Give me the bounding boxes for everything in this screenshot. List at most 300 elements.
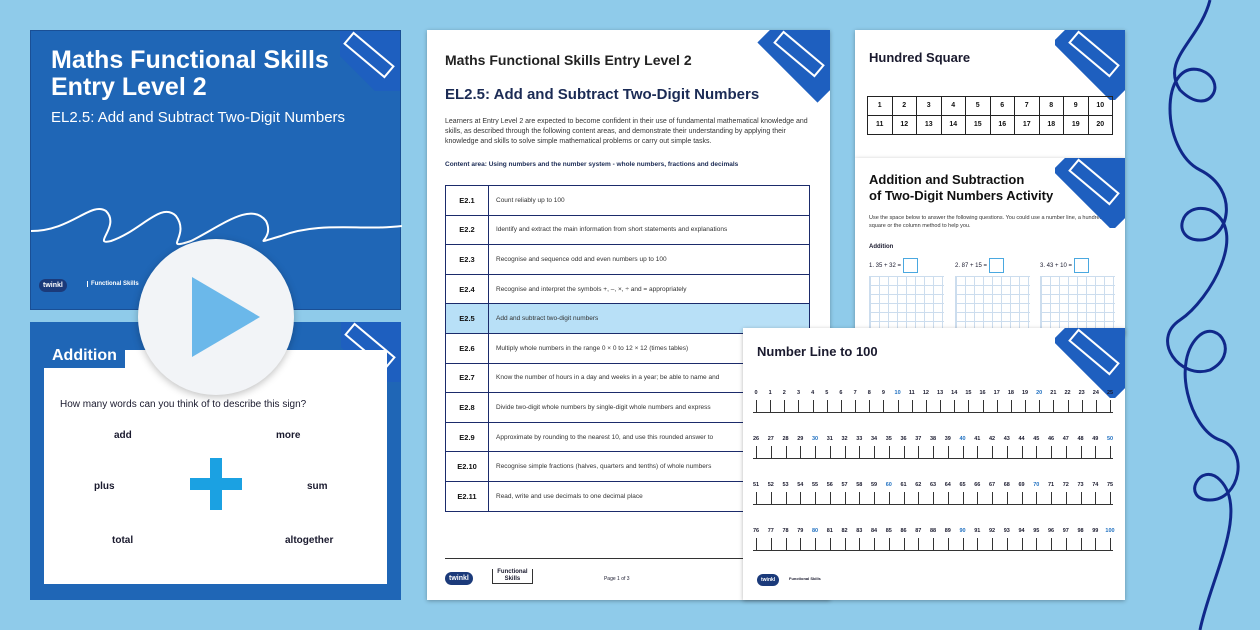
number-label: 75 [1106,482,1114,488]
number-label: 38 [929,436,937,442]
tick-mark [1068,400,1069,412]
doc-heading: EL2.5: Add and Subtract Two-Digit Numbers [445,86,760,103]
twinkl-logo: twinkl [39,279,67,292]
tick-mark [1051,538,1052,550]
tick-mark [948,446,949,458]
tick-mark [845,538,846,550]
tick-mark [827,400,828,412]
number-label: 62 [915,482,922,488]
number-label: 90 [959,528,966,534]
hundred-square-cell: 18 [1039,116,1064,135]
tick-mark [1081,538,1082,550]
number-label: 81 [826,528,833,534]
criterion-code: E2.2 [446,215,489,245]
tick-mark [968,400,969,412]
tick-mark [756,538,757,550]
tick-mark [933,446,934,458]
number-label: 69 [1018,482,1025,488]
hundred-square-cell: 19 [1064,116,1089,135]
number-label: 30 [811,436,819,442]
number-label: 80 [811,528,819,534]
tick-mark [1022,538,1023,550]
criterion-description: Multiply whole numbers in the range 0 × 0 to 12 × 12 (times tables) [489,333,810,363]
ruler-icon [1055,30,1125,100]
tick-mark [1066,446,1067,458]
tick-mark [1022,492,1023,504]
number-label: 52 [767,482,774,488]
hundred-square-cell: 3 [917,97,942,116]
number-label: 100 [1105,528,1115,534]
number-label: 29 [797,436,804,442]
tick-mark [977,446,978,458]
tick-mark [815,538,816,550]
number-label: 15 [965,390,972,396]
tick-mark [786,492,787,504]
swirl-decoration [1120,0,1260,630]
number-label: 5 [825,390,829,396]
criterion-code: E2.1 [446,186,489,216]
tick-mark [874,492,875,504]
tick-mark [815,446,816,458]
criterion-code: E2.5 [446,304,489,334]
content-area: Content area: Using numbers and the number system - whole numbers, fractions and decimals [445,161,739,168]
hundred-square-cell: 7 [1015,97,1040,116]
number-label: 94 [1018,528,1025,534]
number-label: 44 [1018,436,1025,442]
tick-mark [1053,400,1054,412]
slide-subtitle: EL2.5: Add and Subtract Two-Digit Numbers [51,109,346,126]
tick-mark [815,492,816,504]
word: total [112,535,134,546]
title-line-1: Addition and Subtraction [869,172,1025,187]
criterion-code: E2.4 [446,274,489,304]
tick-mark [1081,492,1082,504]
instructions: Use the space below to answer the following questions. You could use a number line, a hundred square or the column method to help you. [869,215,1103,229]
number-label: 28 [782,436,789,442]
tick-mark [830,446,831,458]
tick-mark [813,400,814,412]
tick-mark [1095,492,1096,504]
number-label: 31 [826,436,833,442]
tick-mark [948,538,949,550]
tick-mark [1007,492,1008,504]
tick-mark [786,538,787,550]
number-label: 1 [768,390,772,396]
tick-mark [889,538,890,550]
tick-mark [756,492,757,504]
criterion-description: Recognise simple fractions (halves, quarters and tenths) of whole numbers [489,452,810,482]
slide-title: Maths Functional Skills Entry Level 2 [51,46,329,101]
number-label: 96 [1047,528,1055,534]
hundred-square-cell: 12 [892,116,917,135]
tick-mark [1007,538,1008,550]
tick-mark [1095,538,1096,550]
functional-skills-badge: Functional Skills [87,281,139,287]
page-title: Hundred Square [869,50,971,65]
badge-top: Functional [497,569,528,575]
tick-mark [977,538,978,550]
tick-mark [1036,538,1037,550]
tick-mark [800,538,801,550]
criterion-code: E2.6 [446,333,489,363]
hundred-square-cell: 9 [1064,97,1089,116]
tick-mark [963,446,964,458]
tick-mark [855,400,856,412]
number-label: 84 [870,528,878,534]
tick-mark [859,446,860,458]
criterion-description: Add and subtract two-digit numbers [489,304,810,334]
number-label: 14 [951,390,958,396]
tick-mark [1036,446,1037,458]
addition-tag: Addition [44,344,125,368]
number-label: 8 [867,390,871,396]
number-label: 13 [937,390,944,396]
answer-box[interactable] [989,258,1004,273]
number-label: 97 [1062,528,1069,534]
number-label: 4 [811,390,815,396]
number-label: 36 [900,436,907,442]
tick-mark [992,492,993,504]
tick-mark [874,446,875,458]
number-label: 42 [988,436,996,442]
number-label: 63 [929,482,937,488]
tick-mark [1007,446,1008,458]
tick-mark [904,492,905,504]
number-label: 79 [797,528,804,534]
number-line-axis [753,412,1113,413]
hundred-square-cell: 2 [892,97,917,116]
number-label: 20 [1036,390,1043,396]
tick-mark [1036,492,1037,504]
number-label: 95 [1033,528,1040,534]
number-label: 48 [1077,436,1084,442]
tick-mark [1095,446,1096,458]
tick-mark [869,400,870,412]
number-label: 91 [974,528,981,534]
number-label: 10 [894,390,901,396]
tick-mark [983,400,984,412]
hundred-square-cell: 10 [1088,97,1113,116]
number-label: 34 [870,436,878,442]
tick-mark [918,446,919,458]
tick-mark [1110,400,1111,412]
word: add [114,430,132,441]
criterion-description: Read, write and use decimals to one decimal place [489,481,810,511]
slide-question: How many words can you think of to describe this sign? [60,399,307,410]
tick-mark [798,400,799,412]
number-label: 22 [1064,390,1071,396]
number-label: 49 [1092,436,1099,442]
tick-mark [992,538,993,550]
number-label: 37 [915,436,922,442]
play-button[interactable] [138,239,294,395]
working-grid [869,276,944,336]
number-label: 83 [856,528,863,534]
number-label: 39 [944,436,951,442]
hundred-square-cell: 14 [941,116,966,135]
hundred-square-cell: 6 [990,97,1015,116]
hundred-square-cell: 8 [1039,97,1064,116]
number-label: 89 [944,528,951,534]
question-text: 2. 87 + 15 = [955,262,988,269]
number-line [753,528,1113,554]
twinkl-logo: twinkl [445,572,473,585]
number-label: 70 [1033,482,1040,488]
tick-mark [933,538,934,550]
page-title: Number Line to 100 [757,344,878,359]
number-label: 16 [979,390,986,396]
tick-mark [963,492,964,504]
table-row [446,245,810,275]
tick-mark [1081,446,1082,458]
number-label: 78 [782,528,789,534]
criterion-description: Recognise and sequence odd and even numbers up to 100 [489,245,810,275]
tick-mark [1110,538,1111,550]
tick-mark [1022,446,1023,458]
plus-sign-icon [190,458,242,510]
tick-mark [1096,400,1097,412]
ruler-icon [340,31,400,91]
number-label: 46 [1047,436,1055,442]
number-label: 0 [754,390,758,396]
tick-mark [1051,492,1052,504]
tick-mark [874,538,875,550]
number-line [753,436,1113,462]
number-label: 11 [908,390,915,396]
criterion-code: E2.10 [446,452,489,482]
tick-mark [912,400,913,412]
ruler-icon [1055,158,1125,228]
hundred-square-page [855,30,1125,158]
tick-mark [830,538,831,550]
criterion-description: Know the number of hours in a day and weeks in a year; be able to name and [489,363,810,393]
tick-mark [883,400,884,412]
tick-mark [771,492,772,504]
number-line-axis [753,550,1113,551]
tick-mark [904,446,905,458]
number-label: 76 [752,528,760,534]
tick-mark [1025,400,1026,412]
word: sum [307,481,328,492]
working-grid [1040,276,1115,336]
tick-mark [963,538,964,550]
number-label: 50 [1106,436,1114,442]
number-label: 47 [1062,436,1069,442]
number-label: 56 [826,482,833,488]
functional-skills-badge: Functional Skills [789,576,821,581]
number-label: 53 [782,482,789,488]
functional-skills-badge [492,569,532,584]
number-label: 98 [1077,528,1084,534]
ruler-icon [730,30,830,130]
question-text: 3. 43 + 10 = [1040,262,1073,269]
badge-bottom: Skills [504,576,521,582]
tick-mark [954,400,955,412]
number-label: 9 [881,390,885,396]
tick-mark [1051,446,1052,458]
tick-mark [977,492,978,504]
number-label: 65 [959,482,966,488]
hundred-square [867,96,1113,135]
tick-mark [1082,400,1083,412]
number-label: 87 [915,528,922,534]
tick-mark [940,400,941,412]
number-label: 2 [782,390,786,396]
hundred-square-cell: 15 [966,116,991,135]
number-label: 32 [841,436,848,442]
question [955,258,1004,273]
question [1040,258,1089,273]
word: plus [94,481,115,492]
number-label: 23 [1078,390,1085,396]
criterion-description: Approximate by rounding to the nearest 10, and use this rounded answer to [489,422,810,452]
number-label: 60 [885,482,892,488]
number-label: 88 [929,528,937,534]
hundred-square-cell: 17 [1015,116,1040,135]
number-label: 51 [752,482,760,488]
tick-mark [1110,446,1111,458]
word: more [276,430,301,441]
criterion-code: E2.11 [446,481,489,511]
hundred-square-cell: 16 [990,116,1015,135]
number-label: 72 [1062,482,1069,488]
question [869,258,918,273]
number-label: 57 [841,482,848,488]
number-label: 7 [853,390,857,396]
answer-box[interactable] [903,258,918,273]
tick-mark [770,400,771,412]
number-label: 59 [870,482,878,488]
number-label: 45 [1033,436,1040,442]
number-label: 74 [1092,482,1099,488]
tick-mark [992,446,993,458]
number-label: 12 [922,390,929,396]
tick-mark [997,400,998,412]
number-label: 64 [944,482,951,488]
doc-intro: Learners at Entry Level 2 are expected to become confident in their use of fundamental mathematical knowledge and skills, as described through the following content areas, and demonstrate their understanding by applying their knowledge and skills to solve simple mathematical problems or carry out simple tasks. [445,118,808,145]
tick-mark [841,400,842,412]
hundred-square-cell: 4 [941,97,966,116]
number-line-page [743,328,1125,600]
word: altogether [285,535,334,546]
page-number: Page 1 of 3 [603,576,630,582]
tick-mark [800,446,801,458]
hundred-square-row [868,116,1113,135]
number-label: 27 [767,436,774,442]
number-label: 24 [1092,390,1099,396]
section-label: Addition [869,244,894,250]
tick-mark [859,538,860,550]
number-label: 99 [1092,528,1099,534]
number-label: 54 [797,482,804,488]
number-label: 3 [796,390,800,396]
number-line-axis [753,458,1113,459]
number-label: 26 [752,436,760,442]
tick-mark [898,400,899,412]
number-label: 73 [1077,482,1084,488]
hundred-square-cell: 5 [966,97,991,116]
hundred-square-row [868,97,1113,116]
criterion-description: Divide two-digit whole numbers by single-digit whole numbers and express [489,393,810,423]
tick-mark [786,446,787,458]
number-label: 25 [1106,390,1114,396]
answer-box[interactable] [1074,258,1089,273]
tick-mark [771,446,772,458]
criterion-description: Count reliably up to 100 [489,186,810,216]
number-line [753,482,1113,508]
table-row [446,215,810,245]
twinkl-logo: twinkl [757,574,779,586]
number-label: 6 [839,390,843,396]
number-label: 58 [856,482,863,488]
doc-title: Maths Functional Skills Entry Level 2 [445,52,692,68]
tick-mark [859,492,860,504]
tick-mark [1110,492,1111,504]
number-label: 18 [1007,390,1014,396]
criterion-description: Identify and extract the main information from short statements and explanations [489,215,810,245]
hundred-square-cell: 1 [868,97,893,116]
tick-mark [1066,492,1067,504]
tick-mark [845,446,846,458]
tick-mark [948,492,949,504]
tick-mark [1039,400,1040,412]
tick-mark [918,538,919,550]
tick-mark [830,492,831,504]
activity-page [855,158,1125,335]
criterion-code: E2.3 [446,245,489,275]
tick-mark [784,400,785,412]
number-label: 77 [767,528,774,534]
criterion-code: E2.8 [446,393,489,423]
number-label: 66 [974,482,981,488]
working-grid [955,276,1030,336]
ruler-icon [1055,328,1125,398]
hundred-square-cell: 20 [1088,116,1113,135]
tick-mark [1066,538,1067,550]
number-label: 19 [1021,390,1029,396]
hundred-square-cell: 13 [917,116,942,135]
table-row [446,186,810,216]
number-line-axis [753,504,1113,505]
tick-mark [933,492,934,504]
number-label: 21 [1050,390,1057,396]
number-label: 82 [841,528,848,534]
number-label: 93 [1003,528,1010,534]
table-row [446,274,810,304]
number-label: 35 [885,436,892,442]
number-label: 92 [988,528,996,534]
criterion-code: E2.9 [446,422,489,452]
number-label: 55 [811,482,819,488]
tick-mark [800,492,801,504]
tick-mark [918,492,919,504]
number-label: 40 [959,436,966,442]
number-label: 86 [900,528,907,534]
number-label: 41 [974,436,981,442]
tick-mark [926,400,927,412]
tick-mark [1011,400,1012,412]
number-label: 43 [1003,436,1010,442]
tick-mark [756,400,757,412]
hundred-square-cell: 11 [868,116,893,135]
tick-mark [889,446,890,458]
number-label: 85 [885,528,892,534]
tick-mark [771,538,772,550]
number-label: 67 [988,482,996,488]
tick-mark [845,492,846,504]
tick-mark [889,492,890,504]
number-label: 71 [1047,482,1055,488]
